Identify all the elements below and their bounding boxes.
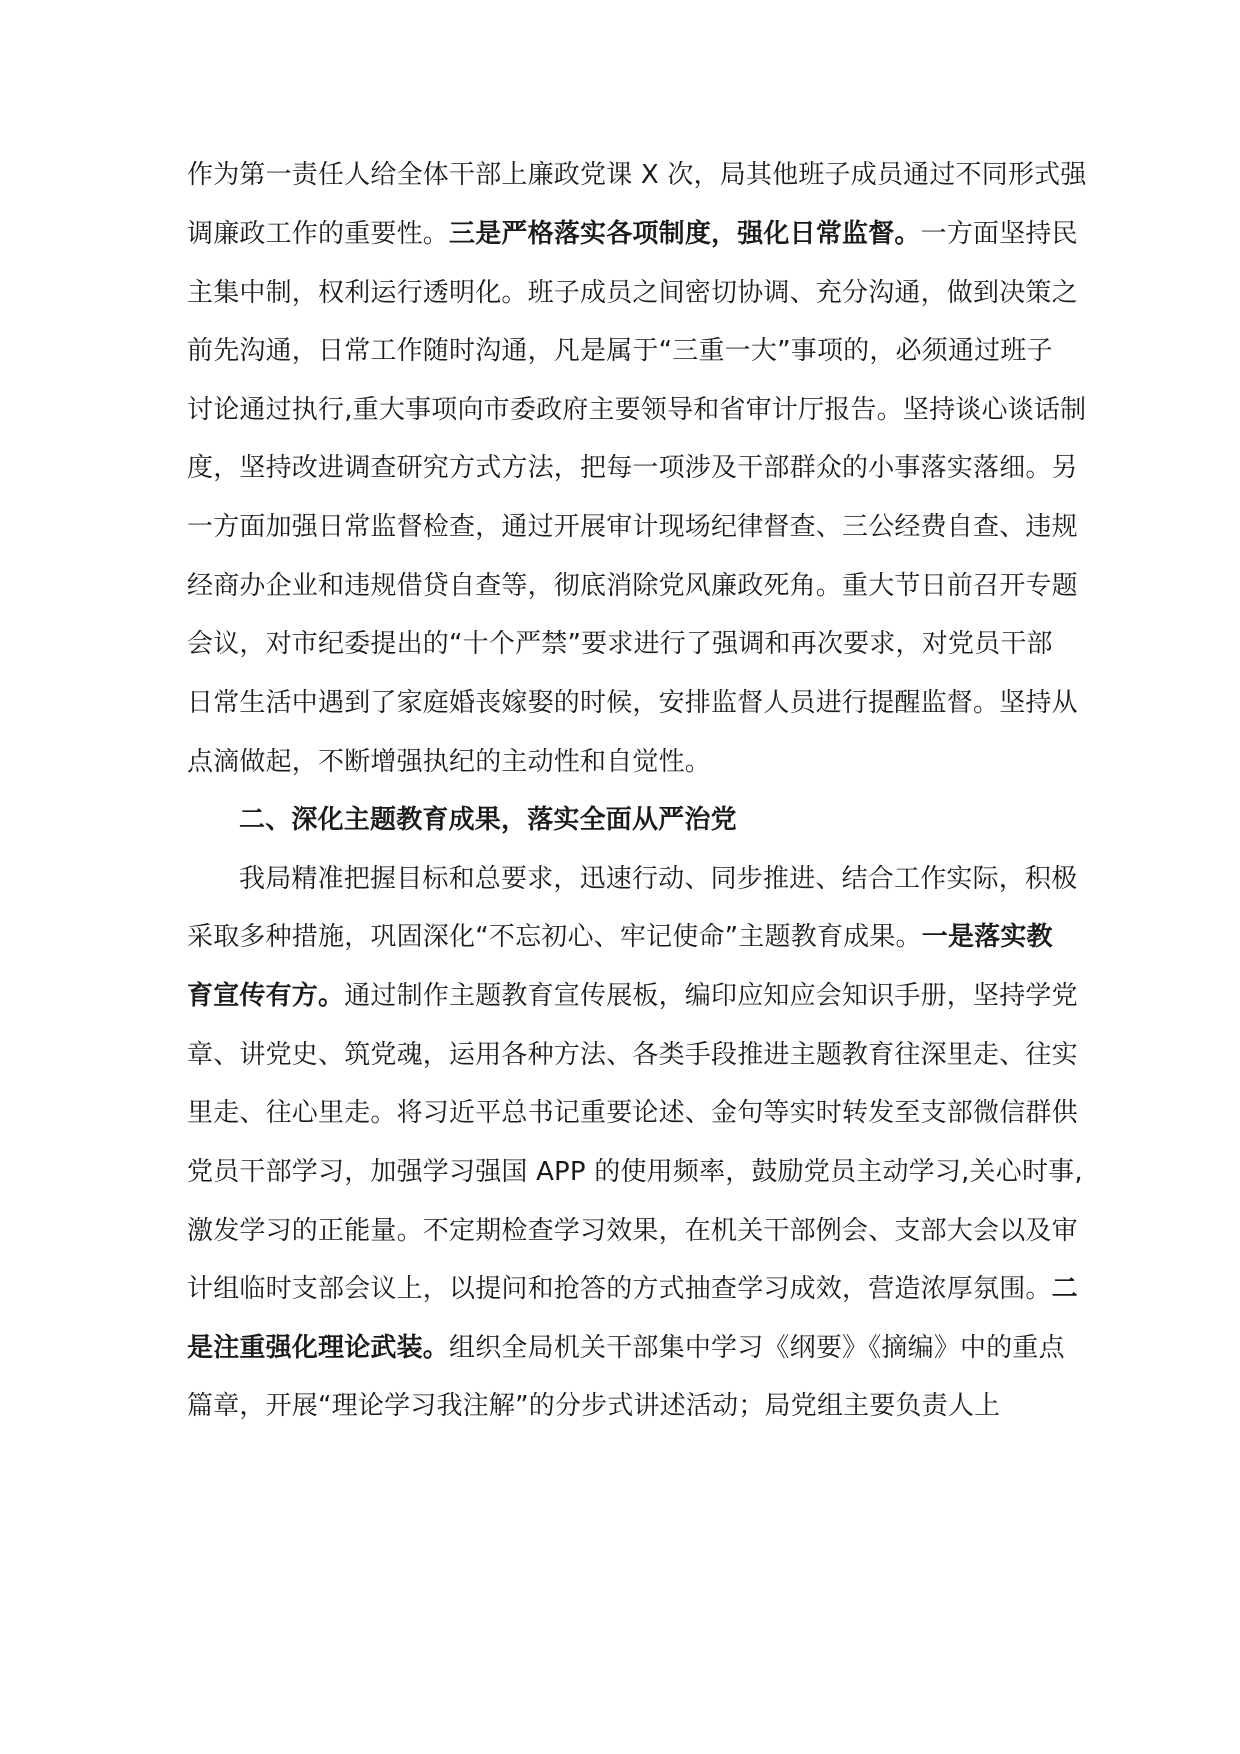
- text-line: [187, 214, 1078, 254]
- text-line: [187, 566, 1078, 606]
- text-line: [187, 390, 1087, 430]
- text-line: [187, 917, 1053, 957]
- text-line: [187, 273, 1078, 313]
- text-run: 章、讲党史、筑党魂，运用各种方法、各类手段推进主题教育往深里走、往实: [187, 1040, 1078, 1070]
- text-run: 经商办企业和违规借贷自查等，彻底消除党风廉政死角。重大节日前召开专题: [187, 571, 1078, 601]
- text-run: 点滴做起，不断增强执纪的主动性和自觉性。: [187, 747, 712, 777]
- text-run: 会议，对市纪委提出的“十个严禁”要求进行了强调和再次要求，对党员干部: [187, 629, 1053, 659]
- text-run: 里走、往心里走。将习近平总书记重要论述、金句等实时转发至支部微信群供: [187, 1098, 1078, 1128]
- text-run: 一方面加强日常监督检查，通过开展审计现场纪律督查、三公经费自查、违规: [187, 512, 1078, 542]
- text-line: [187, 683, 1078, 723]
- text-line: [187, 1269, 1078, 1309]
- bold-text-run: 三是严格落实各项制度，强化日常监督。: [449, 219, 921, 249]
- text-line: [187, 1211, 1078, 1251]
- text-run: 主集中制，权利运行透明化。班子成员之间密切协调、充分沟通，做到决策之: [187, 278, 1078, 308]
- text-run: 日常生活中遇到了家庭婚丧嫁娶的时候，安排监督人员进行提醒监督。坚持从: [187, 688, 1078, 718]
- text-run: 前先沟通，日常工作随时沟通，凡是属于“三重一大”事项的，必须通过班子: [187, 336, 1053, 366]
- text-run: 度，坚持改进调查研究方式方法，把每一项涉及干部群众的小事落实落细。另: [187, 453, 1078, 483]
- bold-text-run: 是注重强化理论武装。: [187, 1333, 450, 1363]
- text-run: 党员干部学习，加强学习强国 APP 的使用频率，鼓励党员主动学习,关心时事,: [187, 1157, 1083, 1187]
- text-run: 调廉政工作的重要性。: [187, 219, 450, 249]
- text-line: [187, 1093, 1078, 1133]
- text-line: [187, 624, 1053, 664]
- text-run: 篇章，开展“理论学习我注解”的分步式讲述活动；局党组主要负责人上: [187, 1391, 1001, 1421]
- text-line: [187, 1152, 1083, 1192]
- text-line: [187, 742, 1053, 782]
- text-run: 激发学习的正能量。不定期检查学习效果，在机关干部例会、支部大会以及审: [187, 1216, 1078, 1246]
- text-run: 采取多种措施，巩固深化“不忘初心、牢记使命”主题教育成果。: [187, 922, 922, 952]
- text-line: [187, 331, 1053, 371]
- text-run: 计组临时支部会议上，以提问和抢答的方式抽查学习成效，营造浓厚氛围。: [187, 1274, 1052, 1304]
- text-line: [187, 448, 1078, 488]
- text-run: 组织全局机关干部集中学习《纲要》《摘编》中的重点: [449, 1333, 1065, 1363]
- text-line: [187, 155, 1087, 195]
- text-line: [187, 1328, 1065, 1368]
- text-run: 一方面坚持民: [920, 219, 1078, 249]
- text-run: 讨论通过执行,重大事项向市委政府主要领导和省审计厅报告。坚持谈心谈话制: [187, 395, 1087, 425]
- bold-text-run: 二: [1051, 1274, 1078, 1304]
- section-heading: [239, 800, 1053, 840]
- text-line: [187, 507, 1078, 547]
- bold-text-run: 二、深化主题教育成果，落实全面从严治党: [239, 805, 737, 835]
- text-line: [239, 859, 1078, 899]
- text-line: [187, 976, 1078, 1016]
- text-run: 通过制作主题教育宣传展板，编印应知应会知识手册，坚持学党: [344, 981, 1078, 1011]
- text-run: 作为第一责任人给全体干部上廉政党课 X 次，局其他班子成员通过不同形式强: [187, 160, 1087, 190]
- text-line: [187, 1035, 1078, 1075]
- bold-text-run: 一是落实教: [921, 922, 1053, 952]
- text-line: [187, 1386, 1053, 1426]
- bold-text-run: 育宣传有方。: [187, 981, 345, 1011]
- text-run: 我局精准把握目标和总要求，迅速行动、同步推进、结合工作实际，积极: [239, 864, 1078, 894]
